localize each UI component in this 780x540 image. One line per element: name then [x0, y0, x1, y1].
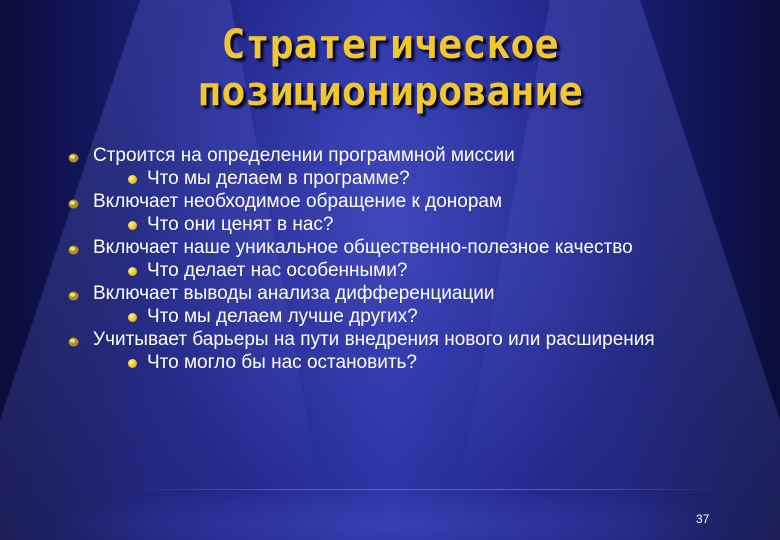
yellow-dot-bullet-icon	[128, 175, 137, 184]
gold-sphere-bullet-icon	[68, 199, 79, 209]
list-item	[66, 328, 726, 374]
gold-sphere-bullet-icon	[68, 245, 79, 255]
list-item-text: Включает наше уникальное общественно-полезное качество	[93, 237, 633, 258]
sub-item-text: Что они ценят в нас?	[147, 214, 334, 235]
slide-title-line-2: позиционирование	[197, 69, 583, 115]
sub-item	[93, 259, 726, 282]
sub-item-text: Что мы делаем в программе?	[147, 168, 410, 189]
list-item	[66, 144, 726, 190]
yellow-dot-bullet-icon	[128, 221, 137, 230]
list-item	[66, 236, 726, 282]
gold-sphere-bullet-icon	[68, 337, 79, 347]
slide-title	[0, 22, 780, 116]
yellow-dot-bullet-icon	[128, 359, 137, 368]
sub-item	[93, 213, 726, 236]
sub-item-text: Что могло бы нас остановить?	[147, 352, 417, 373]
list-item	[66, 190, 726, 236]
gold-sphere-bullet-icon	[68, 291, 79, 301]
bullet-list	[66, 144, 726, 374]
sub-item-text: Что мы делаем лучше других?	[147, 306, 418, 327]
sub-item	[93, 167, 726, 190]
sub-item	[93, 351, 726, 374]
list-item-text: Включает выводы анализа дифференциации	[93, 283, 495, 304]
sub-item	[93, 305, 726, 328]
yellow-dot-bullet-icon	[128, 267, 137, 276]
yellow-dot-bullet-icon	[128, 313, 137, 322]
footer-divider	[120, 489, 730, 490]
list-item-text: Включает необходимое обращение к донорам	[93, 191, 503, 212]
list-item-text: Учитывает барьеры на пути внедрения нового или расширения	[93, 329, 655, 350]
slide-title-line-1: Стратегическое	[221, 22, 559, 68]
gold-sphere-bullet-icon	[68, 153, 79, 163]
list-item-text: Строится на определении программной миссии	[93, 145, 515, 166]
sub-item-text: Что делает нас особенными?	[147, 260, 408, 281]
list-item	[66, 282, 726, 328]
page-number: 37	[696, 512, 710, 526]
